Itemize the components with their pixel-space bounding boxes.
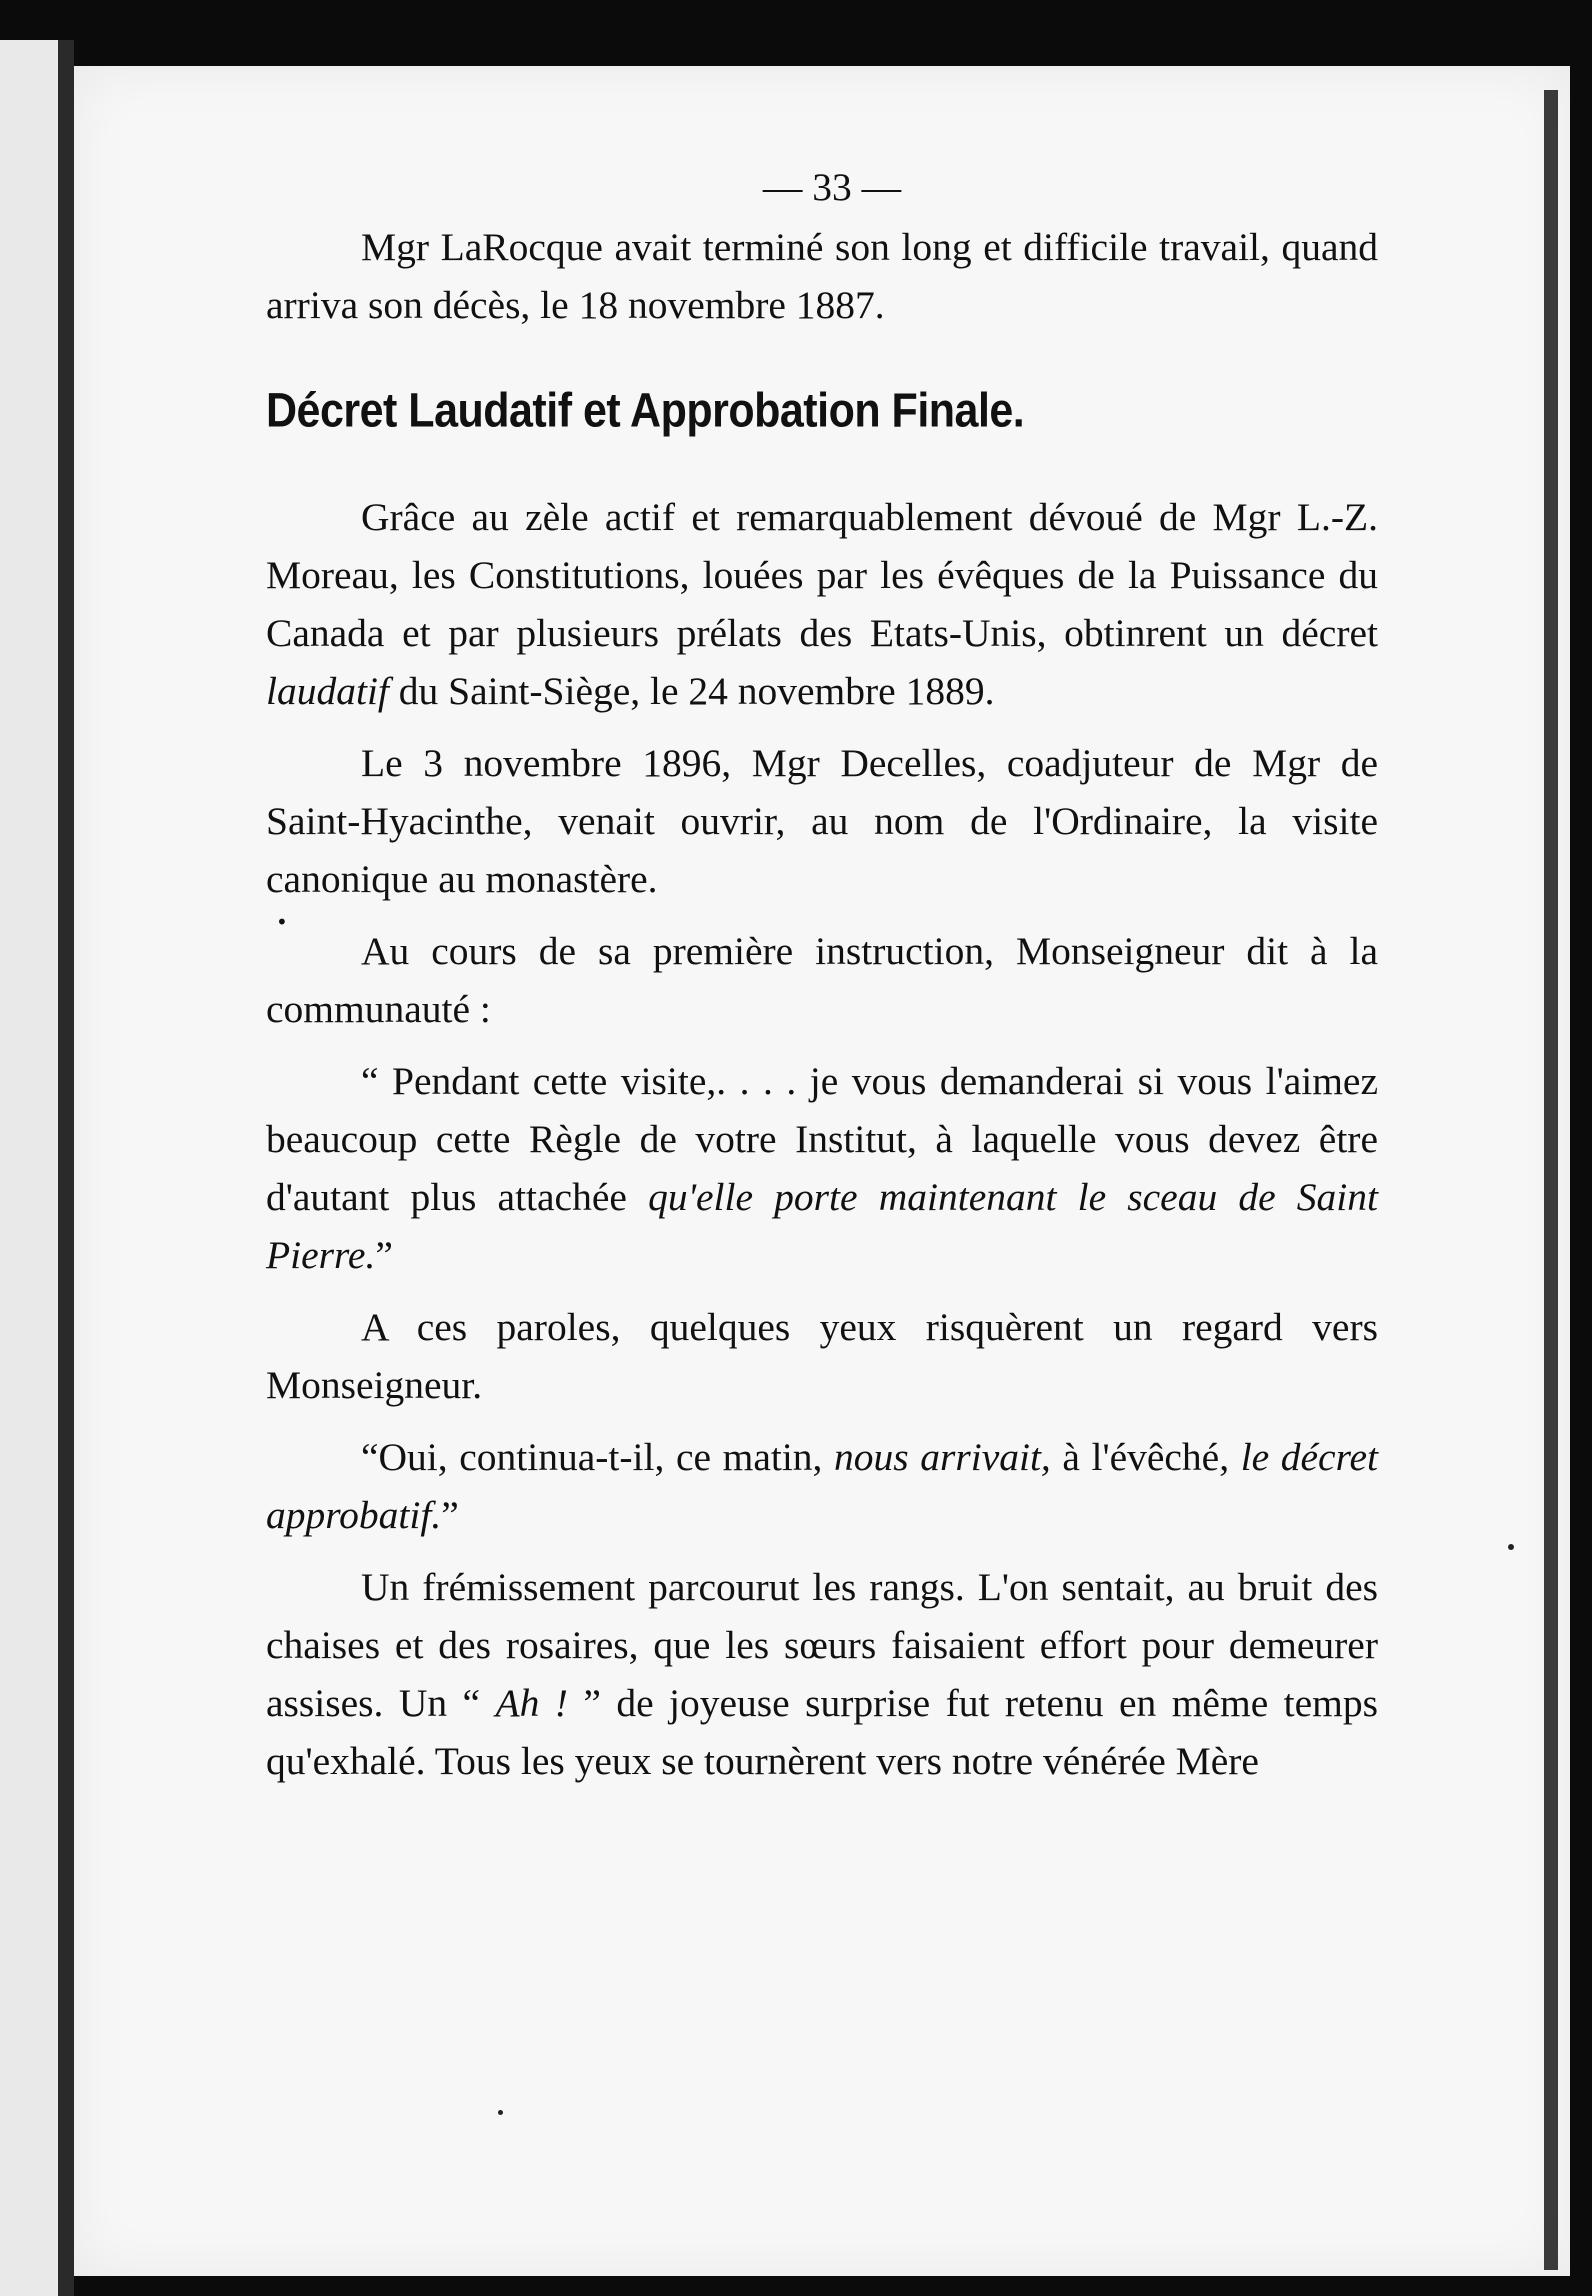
book-gutter [58, 40, 74, 2296]
paragraph-text: ” [375, 1233, 393, 1277]
italic-text: laudatif [266, 669, 389, 713]
page-edge-shadow [1544, 90, 1558, 2270]
paragraph-instruction: Au cours de sa première instruction, Monseigneur dit à la communauté : [266, 929, 1378, 1031]
paragraph-text: Un frémissement parcourut les rangs. L'on sentait, au bruit des chaises et des rosaires, que les sœurs faisaient effort pour demeurer assises. Un “ [266, 1565, 1378, 1725]
paragraph-text: à l'évêché, [1050, 1435, 1241, 1479]
intro-paragraph: Mgr LaRocque avait terminé son long et difficile travail, quand arriva son décès, le 18 novembre 1887. [266, 225, 1378, 327]
italic-text: Ah ! [495, 1681, 568, 1725]
paragraph-text: du Saint-Siège, le 24 novembre 1889. [388, 669, 995, 713]
paragraph-text: “Oui, continua-t-il, ce matin, [361, 1435, 835, 1479]
page-number: — 33 — [762, 165, 902, 209]
page-text [266, 158, 1378, 1790]
paragraph-decret-laudatif [266, 488, 1378, 720]
paragraph-visite-canonique: Le 3 novembre 1896, Mgr Decelles, coadjuteur de Mgr de Saint-Hyacinthe, venait ouvrir, au nom de l'Ordinaire, la visite canonique au monastère. [266, 741, 1378, 901]
ink-speck [1508, 1544, 1514, 1550]
paragraph-decret-approbatif [266, 1428, 1378, 1544]
bullet-mark: • [276, 910, 288, 934]
paragraph-quotation [266, 1052, 1378, 1284]
ink-speck [498, 2110, 503, 2115]
paragraph-regard: A ces paroles, quelques yeux risquèrent un regard vers Monseigneur. [266, 1305, 1378, 1407]
paragraph-text: ” [441, 1493, 459, 1537]
italic-text: le décret approbatif. [266, 1435, 1379, 1537]
paragraph-fremissement [266, 1558, 1378, 1790]
paragraph-text: “ Pendant cette visite,. . . . je vous demanderai si vous l'aimez beaucoup cette Règle de votre Institut, à laquelle vous devez être d'autant plus attachée [266, 1059, 1378, 1219]
section-heading: Décret Laudatif et Approbation Finale. [266, 384, 1025, 438]
italic-text: nous arrivait, [834, 1435, 1051, 1479]
italic-text: qu'elle porte maintenant le sceau de Saint Pierre. [266, 1175, 1378, 1277]
paragraph-text: Grâce au zèle actif et remarquablement dévoué de Mgr L.-Z. Moreau, les Constitutions, louées par les évêques de la Puissance du Canada et par plusieurs prélats des Etats-Unis, obtinrent un décret [266, 495, 1378, 655]
paragraph-text: ” de joyeuse surprise fut retenu en même temps qu'exhalé. Tous les yeux se tournèrent vers notre vénérée Mère [266, 1681, 1378, 1783]
